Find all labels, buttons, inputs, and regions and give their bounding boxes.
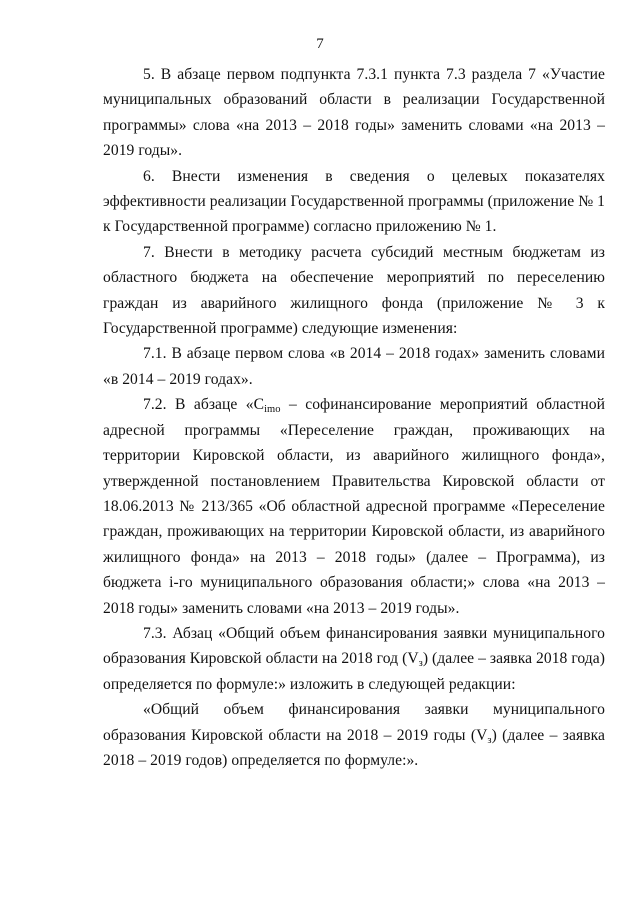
paragraph-7-3-subscript: з bbox=[418, 658, 423, 670]
paragraph-7-1: 7.1. В абзаце первом слова «в 2014 – 2018 годах» заменить словами «в 2014 – 2019 годах». bbox=[103, 345, 605, 388]
document-body bbox=[103, 62, 605, 773]
paragraph-6: 6. Внести изменения в сведения о целевых показателях эффективности реализации Государственной программы (приложение № 1 к Государственной программе) согласно приложению № 1. bbox=[103, 167, 605, 236]
paragraph-7-3 bbox=[103, 621, 605, 697]
paragraph-7-3-suffix: ) (далее – заявка 2018 года) определяется по формуле:» изложить в следующей редакции: bbox=[103, 650, 606, 693]
paragraph-7-2 bbox=[103, 392, 605, 621]
paragraph-7-3-new-suffix: ) (далее – заявка 2018 – 2019 годов) определяется по формуле:». bbox=[103, 726, 605, 769]
paragraph-7-2-suffix: – софинансирование мероприятий областной адресной программы «Переселение граждан, проживающих на территории Кировской области, из аварийного жилищного фонда», утвержденной постановлением Правительства Кировской области от 18.06.2013 № 213/365 «Об областной адресной программе «Переселение граждан, проживающих на территории Кировской области, из аварийного жилищного фонда» на 2013 – 2018 годы» (далее – Программа), из бюджета i-го муниципального образования области;» слова «на 2013 – 2018 годы» заменить словами «на 2013 – 2019 годы». bbox=[103, 396, 606, 617]
paragraph-7-2-prefix: 7.2. В абзаце «C bbox=[143, 396, 265, 414]
paragraph-7: 7. Внести в методику расчета субсидий местным бюджетам из областного бюджета на обеспечение мероприятий по переселению граждан из аварийного жилищного фонда (приложение № 3 к Государственной программе) следующие изменения: bbox=[103, 243, 605, 338]
paragraph-7-3-prefix: 7.3. Абзац «Общий объем финансирования заявки муниципального образования Кировской области на 2018 год (V bbox=[103, 624, 605, 668]
page-number: 7 bbox=[316, 36, 324, 52]
paragraph-5: 5. В абзаце первом подпункта 7.3.1 пункта 7.3 раздела 7 «Участие муниципальных образований области в реализации Государственной программы» слова «на 2013 – 2018 годы» заменить словами «на 2013 – 2019 годы». bbox=[103, 66, 605, 160]
paragraph-7-3-new-subscript: з bbox=[487, 734, 492, 746]
paragraph-7-2-subscript: imo bbox=[264, 404, 281, 416]
paragraph-7-3-new-wording bbox=[103, 697, 605, 773]
paragraph-7-3-new-prefix: «Общий объем финансирования заявки муниципального образования Кировской области на 2018 – 2019 годы (V bbox=[103, 701, 605, 744]
